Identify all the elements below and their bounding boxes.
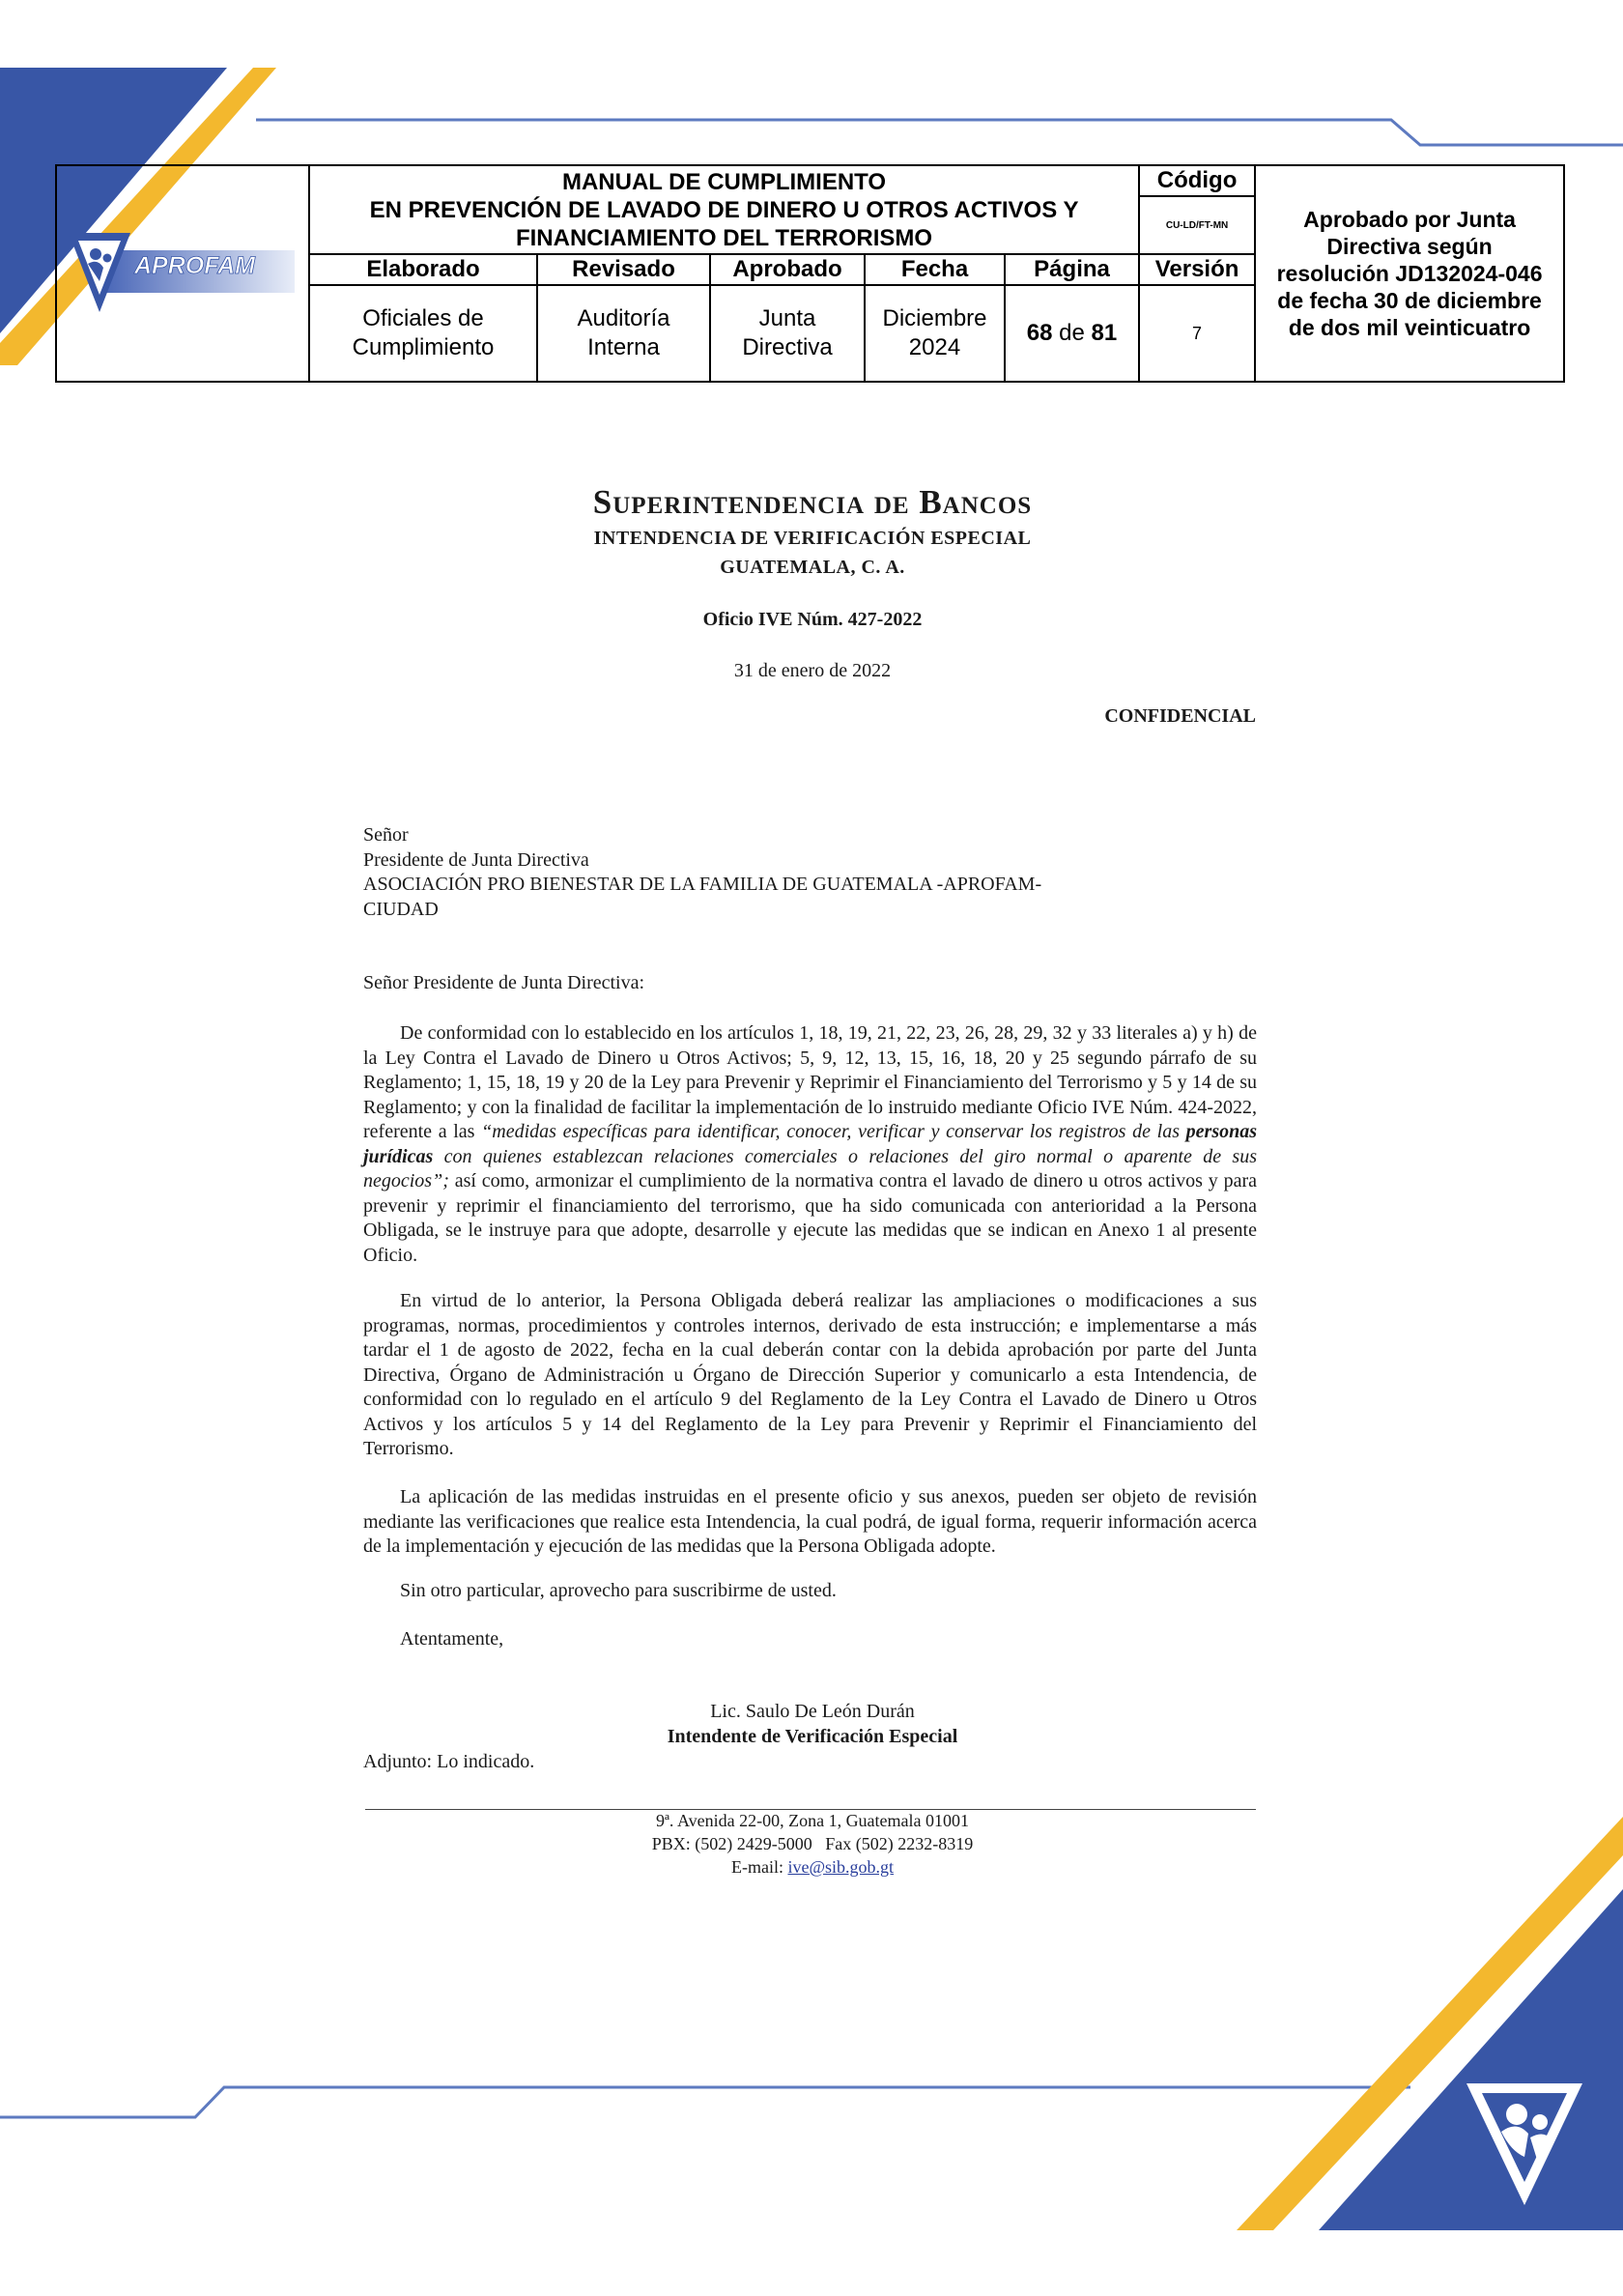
addressee-block (363, 823, 1262, 922)
col-fecha: Fecha (865, 254, 1005, 285)
col-aprobado: Aprobado (710, 254, 865, 285)
footer-email-line (363, 1857, 1262, 1878)
val-revisado: Auditoría Interna (537, 285, 710, 382)
manual-title: MANUAL DE CUMPLIMIENTO EN PREVENCIÓN DE LAVADO DE DINERO U OTROS ACTIVOS Y FINANCIAMIENTO DEL TERRORISMO (309, 165, 1139, 254)
addressee-line: CIUDAD (363, 898, 439, 920)
closing-line: Sin otro particular, aprovecho para suscribirme de usted. (400, 1580, 837, 1601)
val-aprobado: Junta Directiva (710, 285, 865, 382)
email-link[interactable]: ive@sib.gob.gt (787, 1857, 895, 1877)
quote-italic: “medidas específicas para identificar, conocer, verificar y conservar los registros de las personas jurídicas con quienes establezcan relaciones comerciales o relaciones del giro normal o aparente de sus negocios”; (363, 1121, 1258, 1191)
bottom-right-blue-shape (1319, 1889, 1623, 2230)
letterhead-main: Superintendencia de Bancos (592, 483, 1033, 521)
attachment-note: Adjunto: Lo indicado. (363, 1751, 535, 1772)
col-revisado: Revisado (537, 254, 710, 285)
closing-regards: Atentamente, (400, 1628, 504, 1650)
document-control-table (55, 164, 1565, 383)
footer-address: 9ª. Avenida 22-00, Zona 1, Guatemala 01001 (655, 1811, 970, 1830)
codigo-label: Código (1139, 165, 1255, 196)
addressee-line: Señor (363, 824, 409, 846)
salutation: Señor Presidente de Junta Directiva: (363, 972, 645, 993)
col-elaborado: Elaborado (309, 254, 537, 285)
paragraph-1: De conformidad con lo establecido en los artículos 1, 18, 19, 21, 22, 23, 26, 28, 29, 32 y 33 literales a) y h) de la Ley Contra el Lavado de Dinero u Otros Activos; 5, 9, 12, 13, 15, 16, 18, 20 y 25 segundo párrafo de su Reglamento; 1, 15, 18, 19 y 20 de la Ley para Prevenir y Reprimir el Financiamiento del Terrorismo y 5 y 14 de su Reglamento; y con la finalidad de facilitar la implementación de lo instruido mediante Oficio IVE Núm. 424-2022, referente a las “medidas específicas para identificar, conocer, verificar y conservar los registros de las personas jurídicas con quienes establezcan relaciones comerciales o relaciones del giro normal o aparente de sus negocios”; así como, armonizar el cumplimiento de la normativa contra el lavado de dinero u otros activos y para prevenir y reprimir el financiamiento del terrorismo, que ha sido comunicada con anterioridad a la Persona Obligada, se le instruye para que adopte, desarrolle y ejecute las medidas que se indican en Anexo 1 al presente Oficio. (363, 1022, 1258, 1266)
col-pagina: Página (1005, 254, 1139, 285)
footer-divider (365, 1809, 1256, 1810)
oficio-number: Oficio IVE Núm. 427-2022 (702, 609, 923, 630)
logo-cell (56, 165, 309, 382)
signer-name: Lic. Saulo De León Durán (710, 1701, 915, 1722)
aprofam-logo (67, 223, 299, 320)
email-label: E-mail: (730, 1857, 788, 1877)
val-pagina (1005, 285, 1139, 382)
letterhead-sub2: GUATEMALA, C. A. (720, 557, 905, 578)
letter-date: 31 de enero de 2022 (733, 660, 892, 681)
addressee-line: Presidente de Junta Directiva (363, 848, 589, 871)
letterhead-sub1: INTENDENCIA DE VERIFICACIÓN ESPECIAL (593, 528, 1032, 549)
paragraph-2: En virtud de lo anterior, la Persona Obligada deberá realizar las ampliaciones o modificaciones a sus programas, normas, procedimientos y controles internos, derivado de esta instrucción; e implementarse a más tardar el 1 de agosto de 2022, fecha en la cual deberán contar con la debida aprobación por parte del Junta Directiva, Órgano de Administración u Órgano de Dirección Superior y comunicarlo a esta Intendencia, de conformidad con lo regulado en el artículo 9 del Reglamento de la Ley Contra el Lavado de Dinero u Otros Activos y los artículos 5 y 14 del Reglamento de la Ley para Prevenir y Reprimir el Financiamiento del Terrorismo. (363, 1290, 1257, 1459)
col-version: Versión (1139, 254, 1255, 285)
codigo-value: CU-LD/FT-MN (1139, 196, 1255, 254)
val-version: 7 (1139, 285, 1255, 382)
val-elaborado: Oficiales de Cumplimiento (309, 285, 537, 382)
confidential-label: CONFIDENCIAL (1104, 705, 1256, 727)
approval-note: Aprobado por Junta Directiva según resolución JD132024-046 de fecha 30 de diciembre de dos mil veinticuatro (1255, 165, 1564, 382)
top-rule-line (256, 120, 1623, 145)
footer-phones: PBX: (502) 2429-5000 Fax (502) 2232-8319 (651, 1834, 974, 1853)
page-sep: de (1059, 320, 1085, 346)
signer-title: Intendente de Verificación Especial (667, 1726, 958, 1747)
bottom-rule-line (0, 2087, 1410, 2117)
addressee-line: ASOCIACIÓN PRO BIENESTAR DE LA FAMILIA DE GUATEMALA -APROFAM- (363, 874, 1042, 895)
paragraph-3: La aplicación de las medidas instruidas en el presente oficio y sus anexos, pueden ser objeto de revisión mediante las verificaciones que realice esta Intendencia, la cual podrá, de igual forma, requerir información acerca de la implementación y ejecución de las medidas que la Persona Obligada adopte. (363, 1486, 1257, 1557)
page-current: 68 (1026, 320, 1053, 346)
page-total: 81 (1091, 320, 1118, 346)
val-fecha: Diciembre 2024 (865, 285, 1005, 382)
svg-text:APROFAM: APROFAM (134, 251, 255, 279)
